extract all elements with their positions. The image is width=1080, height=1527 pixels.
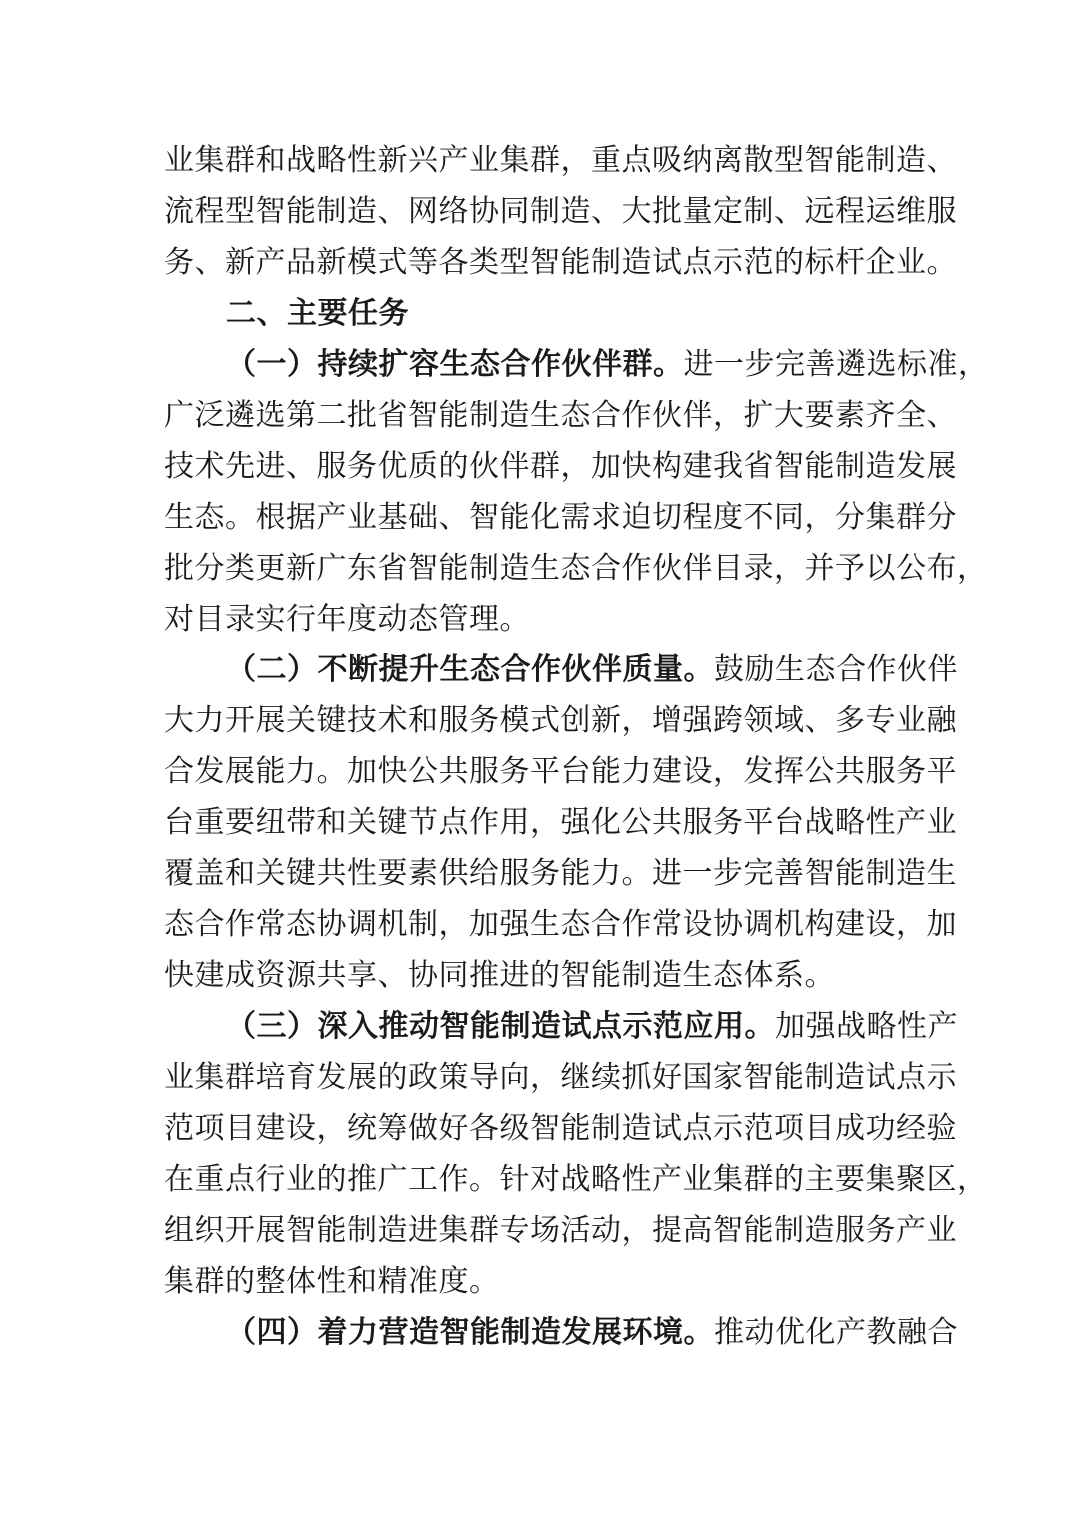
task1-title: （一）持续扩容生态合作伙伴群。 [226, 347, 684, 382]
task2-line-6: 态合作常态协调机制，加强生态合作常设协调机构建设，加 [164, 907, 957, 942]
section-heading: 二、主要任务 [226, 296, 409, 331]
task3-line-6: 集群的整体性和精准度。 [164, 1264, 500, 1299]
task2-line-3: 合发展能力。加快公共服务平台能力建设，发挥公共服务平 [164, 754, 957, 789]
intro-line-3: 务、新产品新模式等各类型智能制造试点示范的标杆企业。 [164, 245, 957, 280]
task1-line-3: 技术先进、服务优质的伙伴群，加快构建我省智能制造发展 [164, 449, 957, 484]
task4-line-1-text: 推动优化产教融合 [714, 1315, 958, 1350]
task2-line-5: 覆盖和关键共性要素供给服务能力。进一步完善智能制造生 [164, 856, 957, 891]
task1-line-1 [226, 345, 989, 385]
task3-line-5: 组织开展智能制造进集群专场活动，提高智能制造服务产业 [164, 1213, 957, 1248]
task3-line-4: 在重点行业的推广工作。针对战略性产业集群的主要集聚区， [164, 1162, 988, 1197]
intro-line-1: 业集群和战略性新兴产业集群，重点吸纳离散型智能制造、 [164, 143, 957, 178]
task2-line-1 [226, 650, 958, 690]
task3-line-2: 业集群培育发展的政策导向，继续抓好国家智能制造试点示 [164, 1060, 957, 1095]
task3-line-3: 范项目建设，统筹做好各级智能制造试点示范项目成功经验 [164, 1111, 957, 1146]
task2-line-2: 大力开展关键技术和服务模式创新，增强跨领域、多专业融 [164, 703, 957, 738]
task2-line-4: 台重要纽带和关键节点作用，强化公共服务平台战略性产业 [164, 805, 957, 840]
task1-line-2: 广泛遴选第二批省智能制造生态合作伙伴，扩大要素齐全、 [164, 398, 957, 433]
task1-line-1-text: 进一步完善遴选标准， [683, 347, 989, 382]
task1-line-4: 生态。根据产业基础、智能化需求迫切程度不同，分集群分 [164, 500, 957, 535]
task3-line-1-text: 加强战略性产 [775, 1009, 958, 1044]
task3-title: （三）深入推动智能制造试点示范应用。 [226, 1009, 775, 1044]
intro-line-2: 流程型智能制造、网络协同制造、大批量定制、远程运维服 [164, 194, 957, 229]
task2-line-7: 快建成资源共享、协同推进的智能制造生态体系。 [164, 958, 835, 993]
task2-title: （二）不断提升生态合作伙伴质量。 [226, 652, 714, 687]
task2-line-1-text: 鼓励生态合作伙伴 [714, 652, 958, 687]
task4-line-1 [226, 1313, 958, 1353]
task4-title: （四）着力营造智能制造发展环境。 [226, 1315, 714, 1350]
task1-line-6: 对目录实行年度动态管理。 [164, 602, 530, 637]
task3-line-1 [226, 1007, 958, 1047]
task1-line-5: 批分类更新广东省智能制造生态合作伙伴目录，并予以公布， [164, 551, 988, 586]
